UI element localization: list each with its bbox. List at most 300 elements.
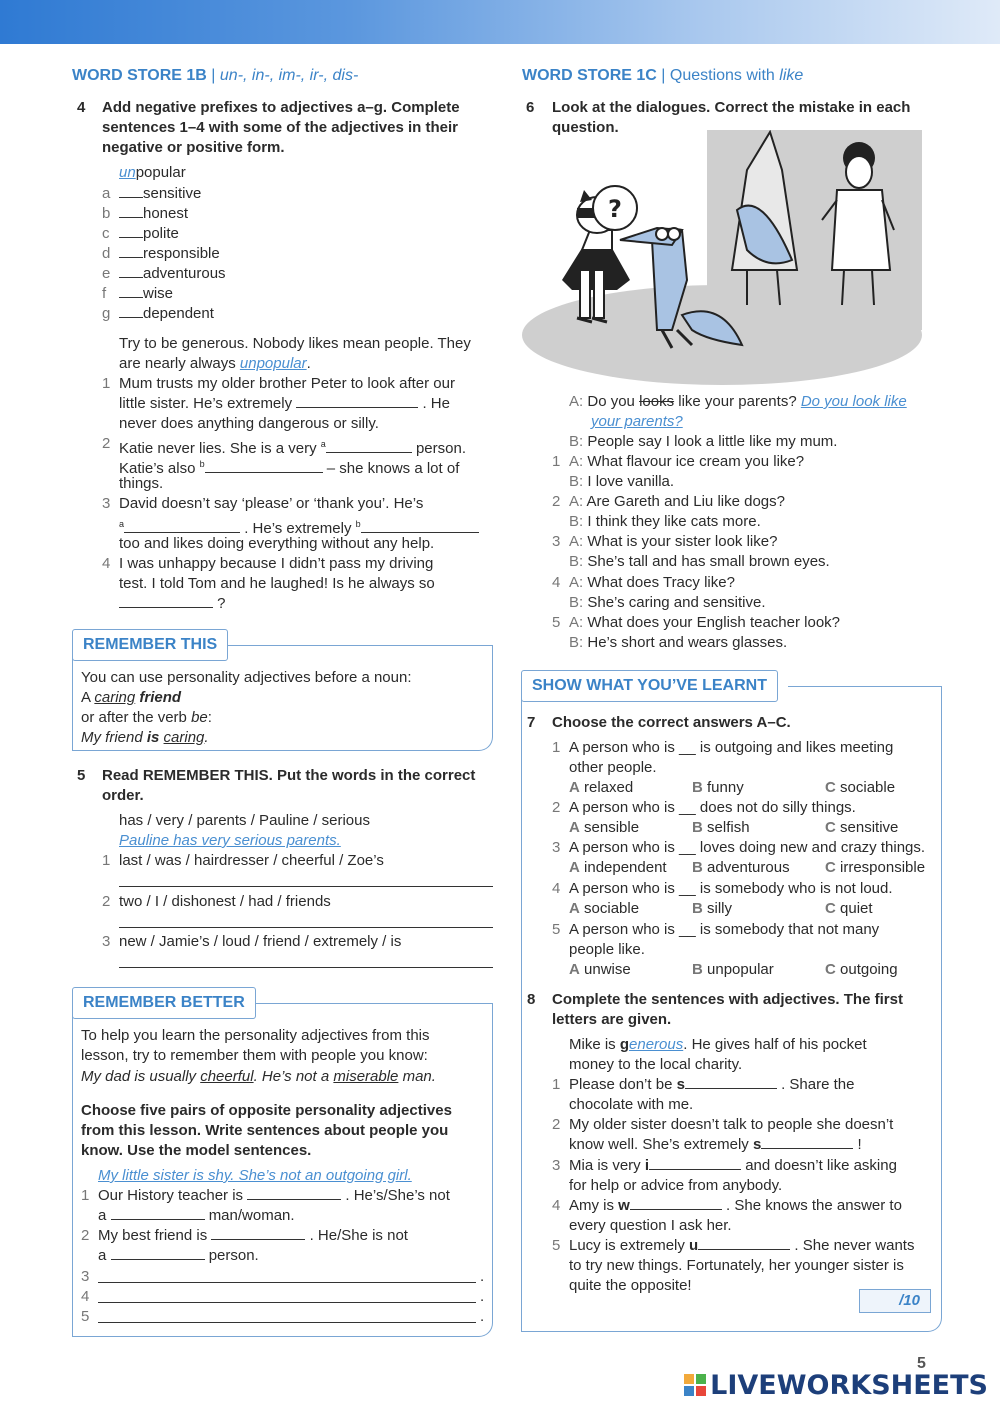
option-c[interactable] (825, 899, 873, 919)
gap-label: a (119, 519, 125, 529)
prefix-item (119, 204, 188, 224)
option-letter: B (692, 779, 703, 796)
dialogue-line (569, 432, 837, 452)
rule-highlight: be (191, 709, 208, 726)
sentence-text: for help or advice from anybody. (569, 1177, 783, 1194)
sentence-text: know well. She’s extremely (569, 1136, 753, 1153)
example-answer: unpopular (239, 355, 307, 372)
item-word: polite (143, 225, 179, 242)
item-number: 5 (81, 1308, 90, 1325)
prefix-item (119, 224, 179, 244)
option-b[interactable] (692, 960, 774, 980)
tip-example (81, 1067, 436, 1087)
score-box: /10 (859, 1289, 931, 1313)
box-top-line (226, 645, 493, 646)
speaker-label: B: (569, 433, 584, 450)
question-text: other people. (569, 759, 657, 776)
option-letter: A (569, 819, 580, 836)
sentence-text: . He’s/She’s not (345, 1187, 450, 1204)
sentence-text: . (306, 355, 311, 372)
cartoon-illustration (522, 130, 922, 385)
question-mark: ? (608, 195, 622, 223)
item-number: 3 (102, 495, 111, 512)
answer-line[interactable] (98, 1322, 476, 1323)
prefix-blank[interactable] (119, 244, 143, 258)
speech-bubble (593, 186, 637, 230)
example-sentence: Try to be generous. Nobody likes mean people. They (119, 335, 471, 352)
option-text: unwise (584, 961, 631, 978)
answer-blank[interactable] (630, 1196, 722, 1210)
sentence-text: to try new things. Fortunately, her younger sister is (569, 1257, 904, 1274)
item-number: 4 (552, 574, 561, 591)
answer-blank[interactable] (111, 1246, 205, 1260)
section-subtitle: un-, in-, im-, ir-, dis- (219, 67, 359, 84)
sentence-text: are nearly always (119, 355, 240, 372)
exercise-instruction: Add negative prefixes to adjectives a–g. Complete (102, 99, 460, 116)
rule-text-line (81, 708, 212, 728)
tip-highlight: miserable (333, 1068, 399, 1085)
word-order-prompt: new / Jamie’s / loud / friend / extremely / is (119, 933, 402, 950)
sentence-line (119, 454, 459, 479)
answer-line[interactable] (119, 886, 493, 887)
dialogue-line (569, 613, 840, 633)
first-letter: u (689, 1237, 699, 1254)
logo-mark-icon (684, 1374, 706, 1396)
item-number: 3 (81, 1268, 90, 1285)
tip-text: My dad is usually (81, 1068, 201, 1085)
item-number: 2 (552, 493, 561, 510)
exercise-instruction: Choose the correct answers A–C. (552, 714, 791, 731)
item-letter: e (102, 265, 111, 282)
word-store-1b-title: WORD STORE 1B | un-, in-, im-, ir-, dis- (72, 67, 359, 84)
option-c[interactable] (825, 778, 895, 798)
prefix-blank[interactable] (119, 264, 143, 278)
option-b[interactable] (692, 858, 790, 878)
option-a[interactable] (569, 818, 639, 838)
option-letter: A (569, 779, 580, 796)
sentence-text: a (98, 1247, 107, 1264)
item-number: 1 (81, 1187, 90, 1204)
item-number: 4 (552, 1197, 561, 1214)
sentence-text: . He/She is not (309, 1227, 408, 1244)
question-text: A person who is __ loves doing new and crazy things. (569, 839, 926, 856)
remember-better-title: REMEMBER BETTER (72, 987, 256, 1019)
task-instruction: from this lesson. Write sentences about people you (81, 1122, 449, 1139)
item-word: adventurous (143, 265, 226, 282)
item-word: dependent (143, 305, 214, 322)
speaker-label: A: (569, 453, 584, 470)
sentence-line (98, 1186, 450, 1206)
prefix-blank[interactable] (119, 284, 143, 298)
prefix-blank[interactable] (119, 224, 143, 238)
option-c[interactable] (825, 960, 898, 980)
item-number: 1 (552, 1076, 561, 1093)
sentence-text: quite the opposite! (569, 1277, 692, 1294)
item-letter: f (102, 285, 107, 302)
dialogue-line (569, 573, 735, 593)
item-number: 1 (102, 852, 111, 869)
sentence-line (569, 1135, 862, 1155)
exercise-instruction: order. (102, 787, 144, 804)
sentence-line (119, 594, 226, 614)
question-text: people like. (569, 941, 645, 958)
box-top-line (788, 686, 942, 687)
example-answer: Pauline has very serious parents. (119, 832, 341, 849)
exercise-instruction: negative or positive form. (102, 139, 285, 156)
first-letter: s (752, 1136, 762, 1153)
tip-text: man. (398, 1068, 436, 1085)
rule-highlight: caring (94, 689, 136, 706)
sentence-text: things. (119, 475, 164, 492)
gap-label: a (320, 439, 326, 449)
option-text: sociable (584, 900, 640, 917)
sentence-text: Our History teacher is (98, 1187, 244, 1204)
answer-line[interactable] (119, 967, 493, 968)
sentence-text: Lucy is extremely (569, 1237, 690, 1254)
sentence-text: . She never wants (794, 1237, 915, 1254)
option-b[interactable] (692, 899, 732, 919)
answer-blank[interactable] (205, 459, 323, 473)
option-text: quiet (840, 900, 873, 917)
option-text: unpopular (707, 961, 774, 978)
speaker-label: B: (569, 473, 584, 490)
sentence-text: Mike is (569, 1036, 620, 1053)
option-c[interactable] (825, 858, 925, 878)
sentence-text: every question I ask her. (569, 1217, 732, 1234)
rule-highlight: friend (139, 689, 182, 706)
item-number: 2 (552, 1116, 561, 1133)
speaker-label: B: (569, 634, 584, 651)
sentence-text: person. (415, 440, 466, 457)
first-letter: i (644, 1157, 650, 1174)
dialogue-text: He’s short and wears glasses. (587, 634, 788, 651)
item-number: 4 (102, 555, 111, 572)
sentence-line (98, 1246, 259, 1266)
sentence-text: . Share the (781, 1076, 855, 1093)
sentence-line (569, 1236, 914, 1256)
option-b[interactable] (692, 778, 744, 798)
speaker-label: B: (569, 553, 584, 570)
crossed-word: looks (639, 393, 675, 410)
sentence-line (569, 1156, 897, 1176)
tip-text: lesson, try to remember them with people you know: (81, 1047, 428, 1064)
dialogue-line (569, 452, 804, 472)
exercise-instruction: Look at the dialogues. Correct the mistake in each (552, 99, 911, 116)
prefix-item (119, 304, 214, 324)
answer-blank[interactable] (685, 1075, 777, 1089)
sentence-line (119, 394, 450, 414)
item-number: 3 (552, 839, 561, 856)
answer-blank[interactable] (361, 519, 479, 533)
sentence-text: My best friend is (98, 1227, 208, 1244)
dialogue-line (569, 593, 766, 613)
question-text: A person who is __ is somebody who is not loud. (569, 880, 893, 897)
rule-highlight: is (146, 729, 160, 746)
example-word-text: popular (135, 164, 186, 181)
item-number: 4 (552, 880, 561, 897)
item-letter: g (102, 305, 111, 322)
question-text: A person who is __ is outgoing and likes meeting (569, 739, 894, 756)
item-word: sensitive (143, 185, 202, 202)
dialogue-line (569, 532, 777, 552)
example-word (119, 163, 186, 183)
sentence-text: Please don’t be (569, 1076, 677, 1093)
tip-text: To help you learn the personality adjectives from this (81, 1027, 430, 1044)
sentence-text: too and likes doing everything without any help. (119, 535, 435, 552)
tip-highlight: cheerful (200, 1068, 254, 1085)
exercise-number: 8 (527, 991, 536, 1008)
option-c[interactable] (825, 818, 898, 838)
option-letter: C (825, 900, 836, 917)
answer-blank[interactable] (111, 1206, 205, 1220)
item-number: 5 (552, 614, 561, 631)
item-letter: d (102, 245, 111, 262)
sentence-text: man/woman. (208, 1207, 295, 1224)
sentence-text: money to the local charity. (569, 1056, 743, 1073)
rule-example (81, 728, 209, 748)
option-a[interactable] (569, 858, 667, 878)
sentence-text: a (98, 1207, 107, 1224)
rule-text: or after the verb (81, 709, 192, 726)
item-word: honest (143, 205, 189, 222)
gap-label: b (199, 459, 205, 469)
speaker-label: A: (569, 574, 584, 591)
sentence-line (569, 1196, 902, 1216)
example-answer: your parents? (591, 413, 683, 430)
option-text: sensitive (840, 819, 899, 836)
page-number: 5 (917, 1355, 926, 1372)
prefix-item (119, 244, 220, 264)
item-letter: c (102, 225, 110, 242)
remember-this-title: REMEMBER THIS (72, 629, 228, 661)
rule-example (81, 688, 181, 708)
prefix-item (119, 264, 226, 284)
option-letter: A (569, 961, 580, 978)
example-answer: enerous (629, 1036, 684, 1053)
item-number: 1 (552, 453, 561, 470)
speaker-label: B: (569, 513, 584, 530)
line-end-dot: . (480, 1308, 485, 1325)
prefix-item (119, 184, 201, 204)
sentence-text: test. I told Tom and he laughed! Is he always so (119, 575, 435, 592)
option-text: irresponsible (840, 859, 926, 876)
task-instruction: Choose five pairs of opposite personality adjectives (81, 1102, 452, 1119)
rule-text: . (204, 729, 209, 746)
option-a[interactable] (569, 960, 631, 980)
item-word: wise (143, 285, 174, 302)
question-text: A person who is __ is somebody that not many (569, 921, 880, 938)
option-letter: C (825, 819, 836, 836)
dialogue-text: I love vanilla. (587, 473, 675, 490)
exercise-instruction: sentences 1–4 with some of the adjectives in their (102, 119, 458, 136)
dialogue-text: What does your English teacher look? (587, 614, 841, 631)
sentence-text: . He’s extremely (244, 520, 356, 537)
option-letter: C (825, 961, 836, 978)
option-a[interactable] (569, 778, 633, 798)
dialogue-text: What flavour ice cream you like? (587, 453, 805, 470)
example-answer: My little sister is shy. She’s not an outgoing girl. (98, 1167, 412, 1184)
rule-text: : (207, 709, 212, 726)
rule-text: My friend (81, 729, 147, 746)
sentence-text: David doesn’t say ‘please’ or ‘thank you’. He’s (119, 495, 424, 512)
item-number: 5 (552, 921, 561, 938)
option-text: outgoing (840, 961, 898, 978)
exercise-instruction: Complete the sentences with adjectives. The first (552, 991, 903, 1008)
option-text: relaxed (584, 779, 634, 796)
exercise-number: 5 (77, 767, 86, 784)
section-subtitle: like (779, 67, 804, 84)
sentence-text: Mia is very (569, 1157, 645, 1174)
section-title-text: WORD STORE 1B (72, 67, 207, 84)
option-text: selfish (707, 819, 750, 836)
option-text: sensible (584, 819, 640, 836)
sentence-text: Katie never lies. She is a very (119, 440, 321, 457)
exercise-number: 7 (527, 714, 536, 731)
exercise-instruction: question. (552, 119, 619, 136)
header-band (0, 0, 1000, 44)
tip-text: . He’s not a (253, 1068, 334, 1085)
example-answer: un (119, 164, 136, 181)
sentence-line (98, 1206, 295, 1226)
speaker-label: A: (569, 533, 584, 550)
item-number: 3 (552, 533, 561, 550)
prefix-blank[interactable] (119, 304, 143, 318)
item-number: 3 (102, 933, 111, 950)
sentence-text: ! (857, 1136, 862, 1153)
answer-blank[interactable] (296, 394, 418, 408)
sentence-text: never does anything dangerous or silly. (119, 415, 379, 432)
item-number: 3 (552, 1157, 561, 1174)
item-number: 2 (81, 1227, 90, 1244)
sentence-text: little sister. He’s extremely (119, 395, 293, 412)
sentence-text: . She knows the answer to (726, 1197, 902, 1214)
answer-blank[interactable] (649, 1156, 741, 1170)
logo-text: LIVEWORKSHEETS (710, 1370, 988, 1401)
item-number: 2 (552, 799, 561, 816)
word-order-prompt: last / was / hairdresser / cheerful / Zoe’s (119, 852, 384, 869)
first-letter: s (676, 1076, 685, 1093)
rule-text: You can use personality adjectives before a noun: (81, 669, 412, 686)
sentence-text: person. (208, 1247, 259, 1264)
dialogue-line (569, 392, 907, 412)
line-end-dot: . (480, 1288, 485, 1305)
show-what-learnt-title: SHOW WHAT YOU’VE LEARNT (521, 670, 778, 702)
example-answer: Do you look like (800, 393, 907, 410)
option-letter: A (569, 900, 580, 917)
answer-line[interactable] (119, 927, 493, 928)
word-order-prompt: two / I / dishonest / had / friends (119, 893, 331, 910)
exercise-number: 4 (77, 99, 86, 116)
item-number: 4 (81, 1288, 90, 1305)
item-letter: b (102, 205, 111, 222)
dialogue-text: She’s tall and has small brown eyes. (587, 553, 830, 570)
dialogue-line (569, 492, 785, 512)
answer-blank[interactable] (247, 1186, 341, 1200)
example-prompt: has / very / parents / Pauline / serious (119, 812, 370, 829)
sentence-text: and doesn’t like asking (745, 1157, 897, 1174)
option-letter: B (692, 900, 703, 917)
sentence-text: Amy is (569, 1197, 619, 1214)
question-text: A person who is __ does not do silly things. (569, 799, 856, 816)
prefix-blank[interactable] (119, 184, 143, 198)
sentence-line (98, 1226, 408, 1246)
item-number: 1 (102, 375, 111, 392)
option-text: sociable (840, 779, 896, 796)
item-word: responsible (143, 245, 220, 262)
rule-text: A (81, 689, 95, 706)
first-letter: w (618, 1197, 630, 1214)
prefix-blank[interactable] (119, 204, 143, 218)
example-sentence (569, 1035, 867, 1055)
speaker-label: B: (569, 594, 584, 611)
speaker-label: A: (569, 614, 584, 631)
first-letter: g (619, 1036, 630, 1053)
dialogue-line (569, 552, 830, 572)
exercise-instruction: Read REMEMBER THIS. Put the words in the correct (102, 767, 476, 784)
dialogue-text: I think they like cats more. (587, 513, 761, 530)
dialogue-text: People say I look a little like my mum. (587, 433, 838, 450)
answer-blank[interactable] (326, 439, 412, 453)
item-letter: a (102, 185, 111, 202)
item-number: 5 (552, 1237, 561, 1254)
dialogue-line (569, 633, 787, 653)
option-letter: B (692, 819, 703, 836)
answer-line[interactable] (98, 1302, 476, 1303)
dialogue-line (569, 472, 674, 492)
speaker-label: A: (569, 493, 584, 510)
dialogue-text: What does Tracy like? (587, 574, 735, 591)
sentence-text: . He gives half of his pocket (683, 1036, 867, 1053)
sentence-text: I was unhappy because I didn’t pass my driving (119, 555, 434, 572)
option-letter: C (825, 779, 836, 796)
option-letter: A (569, 859, 580, 876)
answer-blank[interactable] (211, 1226, 305, 1240)
answer-line[interactable] (98, 1282, 476, 1283)
answer-blank[interactable] (698, 1236, 790, 1250)
task-instruction: know. Use the model sentences. (81, 1142, 312, 1159)
speaker-label: A: (569, 393, 584, 410)
dialogue-text: What is your sister look like? (587, 533, 778, 550)
sentence-text: chocolate with me. (569, 1096, 694, 1113)
sentence-text: – she knows a lot of (326, 460, 460, 477)
option-a[interactable] (569, 899, 639, 919)
option-letter: C (825, 859, 836, 876)
option-text: adventurous (707, 859, 790, 876)
option-b[interactable] (692, 818, 750, 838)
sentence-text: Mum trusts my older brother Peter to look after our (119, 375, 455, 392)
option-text: independent (584, 859, 667, 876)
answer-blank[interactable] (761, 1135, 853, 1149)
line-end-dot: . (480, 1268, 485, 1285)
liveworksheets-logo (684, 1370, 988, 1401)
exercise-instruction: letters are given. (552, 1011, 672, 1028)
gap-label: b (355, 519, 361, 529)
answer-blank[interactable] (119, 594, 213, 608)
sentence-line (569, 1075, 854, 1095)
exercise-number: 6 (526, 99, 535, 116)
section-subtitle: Questions with (669, 67, 780, 84)
dialogue-line (569, 512, 761, 532)
rule-highlight: caring (163, 729, 205, 746)
sentence-text: ? (217, 595, 226, 612)
example-sentence (119, 354, 311, 374)
answer-blank[interactable] (124, 519, 240, 533)
dialogue-text: Do you (587, 393, 640, 410)
dialogue-text: like your parents? (674, 393, 801, 410)
section-title-text: WORD STORE 1C (522, 67, 657, 84)
option-text: silly (707, 900, 733, 917)
item-number: 2 (102, 893, 111, 910)
